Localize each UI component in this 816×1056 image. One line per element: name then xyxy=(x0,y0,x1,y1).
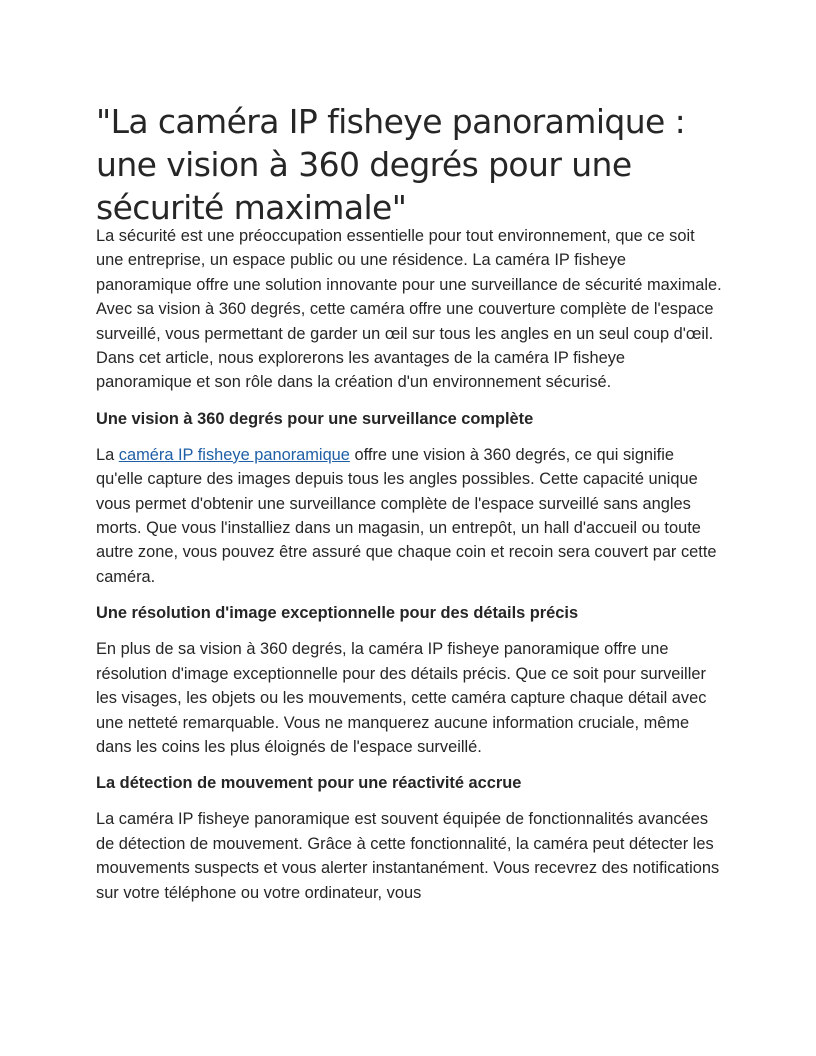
section-heading-resolution: Une résolution d'image exceptionnelle pour des détails précis xyxy=(96,604,579,623)
section-paragraph-resolution: En plus de sa vision à 360 degrés, la caméra IP fisheye panoramique offre une résolution d'image exceptionnelle pour des détails précis. Que ce soit pour surveiller les visages, les objets ou les mouvements, cette caméra capture chaque détail avec une netteté remarquable. Vous ne manquerez aucune information cruciale, même dans les coins les plus éloignés de l'espace surveillé. xyxy=(96,640,707,756)
paragraph-text-after-link: offre une vision à 360 degrés, ce qui signifie qu'elle capture des images depuis tous les angles possibles. Cette capacité unique vous permet d'obtenir une surveillance complète de l'espace surveillé sans angles morts. Que vous l'installiez dans un magasin, un entrepôt, un hall d'accueil ou toute autre zone, vous pouvez être assuré que chaque coin et recoin sera couvert par cette caméra. xyxy=(96,445,717,586)
paragraph-text-before-link: La xyxy=(96,445,119,464)
section-heading-vision: Une vision à 360 degrés pour une surveillance complète xyxy=(96,409,534,428)
article-body xyxy=(96,100,722,917)
intro-paragraph: La sécurité est une préoccupation essentielle pour tout environnement, que ce soit une entreprise, un espace public ou une résidence. La caméra IP fisheye panoramique offre une solution innovante pour une surveillance de sécurité maximale. Avec sa vision à 360 degrés, cette caméra offre une couverture complète de l'espace surveillé, vous permettant de garder un œil sur tous les angles en un seul coup d'œil. Dans cet article, nous explorerons les avantages de la caméra IP fisheye panoramique et son rôle dans la création d'un environnement sécurisé. xyxy=(96,227,722,392)
article-title: "La caméra IP fisheye panoramique : une vision à 360 degrés pour une sécurité maximale" xyxy=(96,102,686,227)
camera-product-link[interactable]: caméra IP fisheye panoramique xyxy=(118,445,350,464)
section-paragraph-vision xyxy=(96,443,722,589)
section-paragraph-motion-detection: La caméra IP fisheye panoramique est souvent équipée de fonctionnalités avancées de détection de mouvement. Grâce à cette fonctionnalité, la caméra peut détecter les mouvements suspects et vous alerter instantanément. Vous recevrez des notifications sur votre téléphone ou votre ordinateur, vous xyxy=(96,810,720,902)
section-heading-motion-detection: La détection de mouvement pour une réactivité accrue xyxy=(96,774,522,793)
